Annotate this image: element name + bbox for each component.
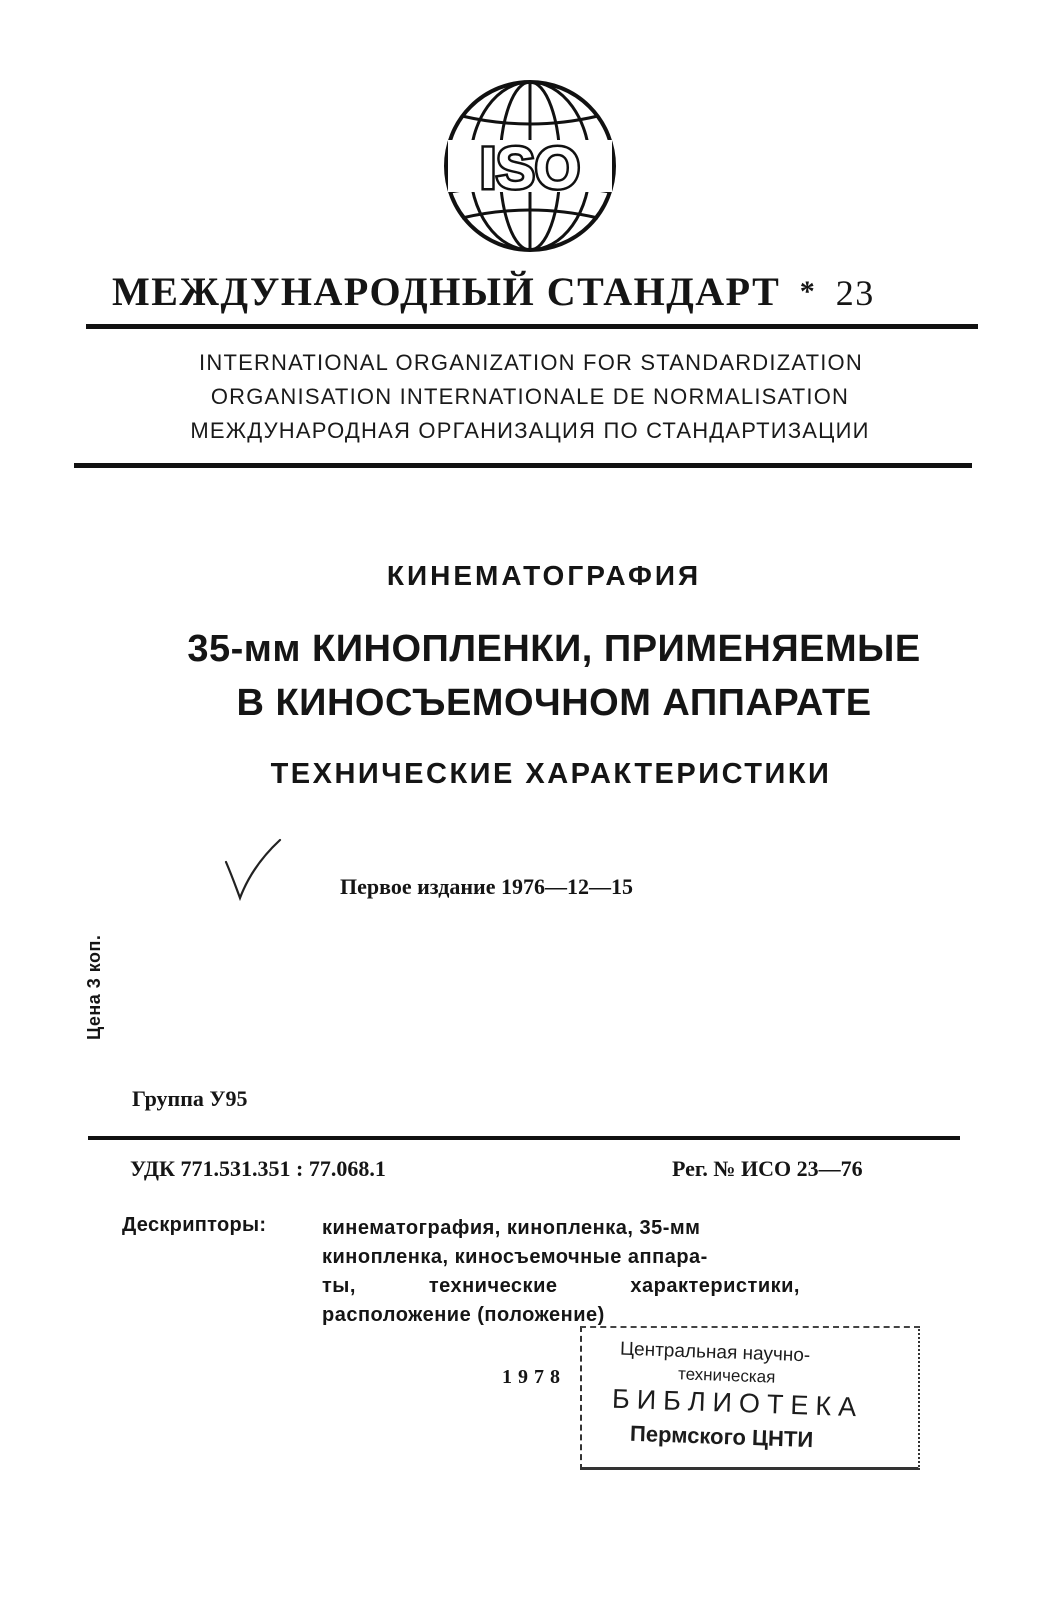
- handwritten-checkmark-icon: [222, 836, 286, 906]
- top-divider: [86, 324, 978, 329]
- iso-logo: [440, 76, 620, 256]
- globe-icon: [440, 76, 620, 256]
- iso-logo-text: ISO: [480, 136, 580, 201]
- document-title-line-2: В КИНОСЪЕМОЧНОМ АППАРАТЕ: [236, 682, 872, 724]
- subject-heading: КИНЕМАТОГРАФИЯ: [386, 560, 702, 591]
- organization-name-fr: ORGANISATION INTERNATIONALE DE NORMALISATION: [210, 384, 850, 409]
- descriptors-word: технические: [428, 1275, 558, 1297]
- descriptors-word: ты,: [322, 1275, 356, 1297]
- document-subtitle: ТЕХНИЧЕСКИЕ ХАРАКТЕРИСТИКИ: [270, 758, 832, 790]
- price-label: Цена 3 коп.: [84, 934, 104, 1040]
- document-title: [0, 622, 1048, 730]
- stamp-line-3: БИБЛИОТЕКА: [611, 1383, 864, 1423]
- standard-title: [112, 268, 932, 315]
- registration-number: Рег. № ИСО 23—76: [672, 1156, 863, 1181]
- star-mark: *: [799, 275, 817, 308]
- stamp-line-4: Пермского ЦНТИ: [629, 1420, 814, 1453]
- group-code: Группа У95: [132, 1086, 248, 1111]
- descriptors-list: [322, 1214, 812, 1330]
- edition-date: Первое издание 1976—12—15: [340, 874, 633, 899]
- publication-year: 1978: [502, 1366, 566, 1388]
- standard-title-text: МЕЖДУНАРОДНЫЙ СТАНДАРТ: [112, 269, 781, 314]
- bottom-divider: [88, 1136, 960, 1140]
- stamp-line-2: техническая: [677, 1364, 776, 1387]
- descriptors-line-4: расположение (положение): [322, 1304, 605, 1326]
- stamp-line-1: Центральная научно-: [619, 1338, 811, 1367]
- document-title-line-1: 35-мм КИНОПЛЕНКИ, ПРИМЕНЯЕМЫЕ: [187, 628, 921, 670]
- descriptors-label: Дескрипторы:: [122, 1214, 267, 1236]
- descriptors-word: характеристики,: [630, 1275, 800, 1297]
- descriptors-line-3: [322, 1272, 800, 1301]
- descriptors-line-2: кинопленка, киносъемочные аппара-: [322, 1246, 708, 1268]
- organization-name-ru: МЕЖДУНАРОДНАЯ ОРГАНИЗАЦИЯ ПО СТАНДАРТИЗАЦИИ: [190, 418, 870, 443]
- organization-names: [0, 346, 1048, 448]
- udk-code: УДК 771.531.351 : 77.068.1: [130, 1156, 386, 1181]
- descriptors-line-1: кинематография, кинопленка, 35-мм: [322, 1217, 701, 1239]
- standard-number: 23: [835, 273, 875, 313]
- middle-divider: [74, 463, 972, 468]
- organization-name-en: INTERNATIONAL ORGANIZATION FOR STANDARDIZATION: [199, 350, 863, 375]
- library-stamp: [580, 1326, 920, 1470]
